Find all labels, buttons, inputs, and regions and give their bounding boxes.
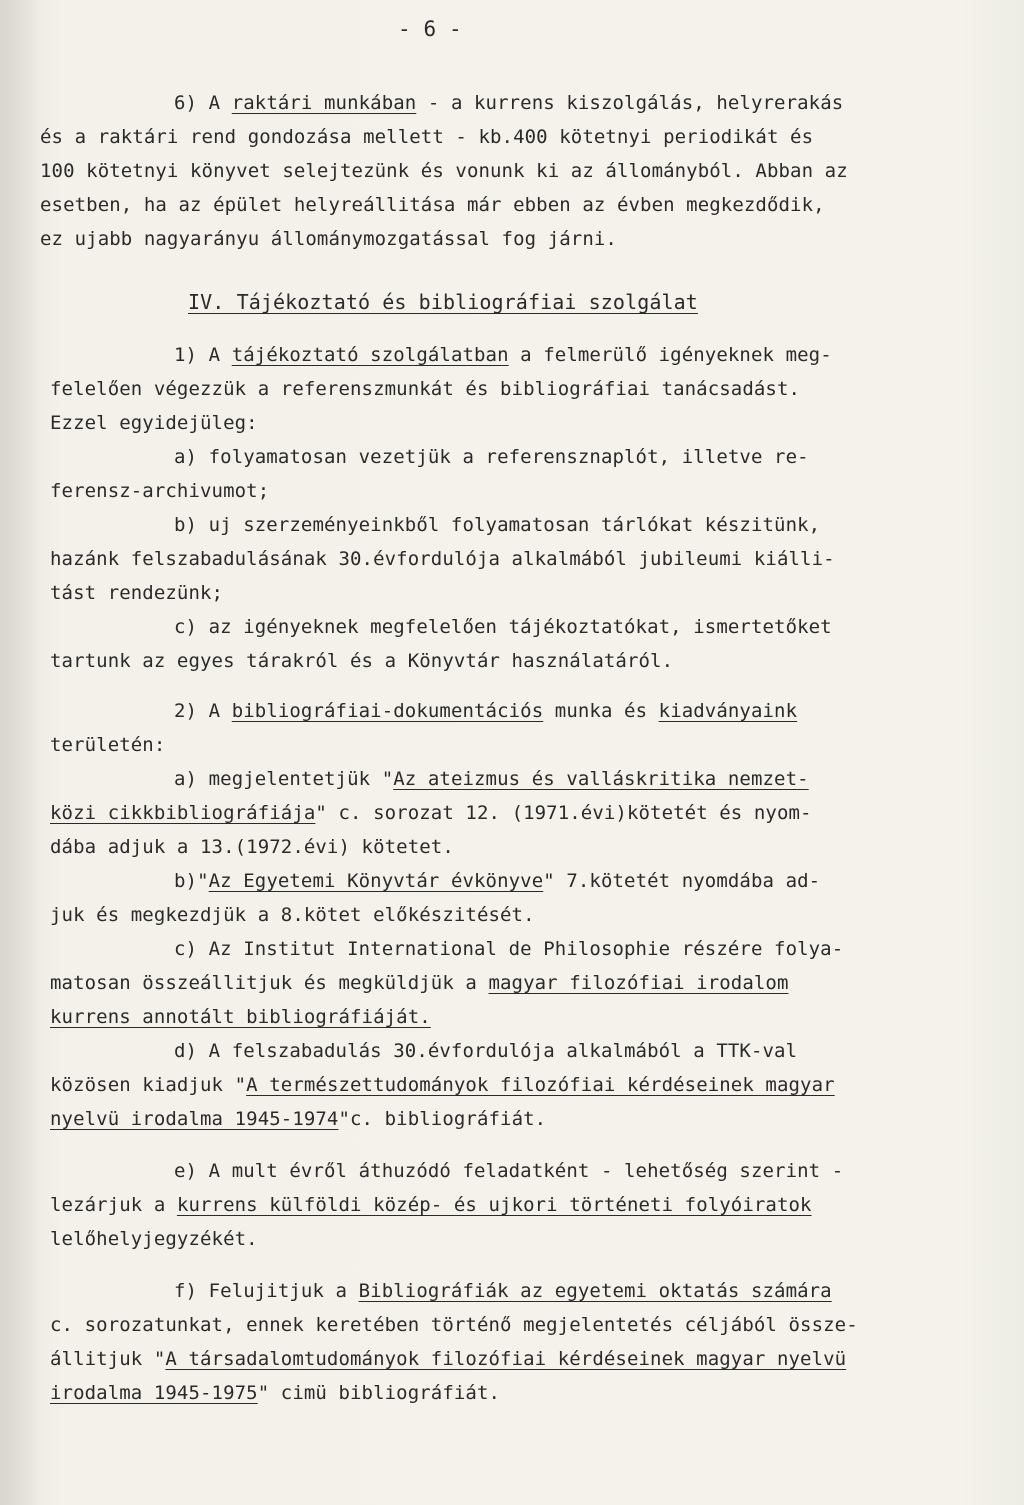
text-line: c) az igényeknek megfelelően tájékoztatókat, ismertetőket <box>174 616 832 638</box>
underlined-title: A természettudományok filozófiai kérdéseinek magyar <box>246 1074 835 1096</box>
underlined-title: nyelvü irodalma 1945-1974 <box>50 1108 339 1130</box>
text-line: állitjuk "A társadalomtudományok filozófiai kérdéseinek magyar nyelvü <box>50 1348 847 1370</box>
text-line: nyelvü irodalma 1945-1974"c. bibliográfiát. <box>50 1108 547 1130</box>
text-line: a) folyamatosan vezetjük a referensznaplót, illetve re- <box>174 446 809 468</box>
text-line: közi cikkbibliográfiája" c. sorozat 12. (1971.évi)kötetét és nyom- <box>50 802 812 824</box>
text-line: dába adjuk a 13.(1972.évi) kötetet. <box>50 836 454 858</box>
underlined-title: Az ateizmus és valláskritika nemzet- <box>393 768 809 790</box>
underlined-term: kiadványaink <box>658 700 798 722</box>
underlined-title: kurrens külföldi közép- és ujkori történeti folyóiratok <box>176 1194 812 1216</box>
text-line: 2) A bibliográfiai-dokumentációs munka és kiadványaink <box>174 700 798 722</box>
underlined-title: közi cikkbibliográfiája <box>50 802 316 824</box>
text-line: 6) A raktári munkában - a kurrens kiszolgálás, helyrerakás <box>174 92 844 114</box>
underlined-term: tájékoztató szolgálatban <box>231 344 509 366</box>
text-line: és a raktári rend gondozása mellett - kb.400 kötetnyi periodikát és <box>40 126 814 148</box>
text-line: közösen kiadjuk "A természettudományok filozófiai kérdéseinek magyar <box>50 1074 835 1096</box>
underlined-title: A társadalomtudományok filozófiai kérdéseinek magyar nyelvü <box>165 1348 847 1370</box>
text-line: juk és megkezdjük a 8.kötet előkészitését. <box>50 904 535 926</box>
text-line <box>0 1002 1024 1032</box>
text-line: b) uj szerzeményeinkből folyamatosan tárlókat készitünk, <box>174 514 821 536</box>
paragraph-number: 1) A <box>174 344 232 366</box>
underlined-title: Bibliográfiák az egyetemi oktatás számára <box>358 1280 832 1302</box>
text-line: irodalma 1945-1975" cimü bibliográfiát. <box>50 1382 501 1404</box>
text-line: matosan összeállitjuk és megküldjük a magyar filozófiai irodalom <box>50 972 789 994</box>
text-line: d) A felszabadulás 30.évfordulója alkalmából a TTK-val <box>174 1040 798 1062</box>
text-line: lezárjuk a kurrens külföldi közép- és ujkori történeti folyóiratok <box>50 1194 812 1216</box>
text-line: c) Az Institut International de Philosophie részére folya- <box>174 938 844 960</box>
paragraph-number: 6) A <box>174 92 232 114</box>
section-heading-text: IV. Tájékoztató és bibliográfiai szolgálat <box>188 290 698 314</box>
text-line: b)"Az Egyetemi Könyvtár évkönyve" 7.kötetét nyomdába ad- <box>174 870 821 892</box>
underlined-term: bibliográfiai-dokumentációs <box>231 700 544 722</box>
text-line: a) megjelentetjük "Az ateizmus és valláskritika nemzet- <box>174 768 809 790</box>
underlined-title: Az Egyetemi Könyvtár évkönyve <box>208 870 544 892</box>
text-line: tást rendezünk; <box>50 582 224 604</box>
page-number: - 6 - <box>398 17 462 41</box>
text-line: ferensz-archivumot; <box>50 480 270 502</box>
text-line: e) A mult évről áthuzódó feladatként - lehetőség szerint - <box>174 1160 844 1182</box>
section-heading <box>0 287 1024 317</box>
text-line: területén: <box>50 734 166 756</box>
text-line: felelően végezzük a referenszmunkát és bibliográfiai tanácsadást. <box>50 378 801 400</box>
text-line: Ezzel egyidejüleg: <box>50 412 258 434</box>
underlined-term: raktári munkában <box>231 92 417 114</box>
text-line: 1) A tájékoztató szolgálatban a felmerülő igényeknek meg- <box>174 344 832 366</box>
paragraph-number: 2) A <box>174 700 232 722</box>
text-line: c. sorozatunkat, ennek keretében történő megjelentetés céljából össze- <box>50 1314 858 1336</box>
underlined-title: irodalma 1945-1975 <box>50 1382 258 1404</box>
text-line: hazánk felszabadulásának 30.évfordulója alkalmából jubileumi kiálli- <box>50 548 835 570</box>
text-line: f) Felujitjuk a Bibliográfiák az egyetemi oktatás számára <box>174 1280 832 1302</box>
text-line: ez ujabb nagyarányu állománymozgatással fog járni. <box>40 228 617 250</box>
text-line: lelőhelyjegyzékét. <box>50 1228 258 1250</box>
underlined-title: magyar filozófiai irodalom <box>488 972 789 994</box>
page-number-line <box>0 14 1024 44</box>
underlined-title: kurrens annotált bibliográfiáját. <box>50 1006 431 1028</box>
text-line: 100 kötetnyi könyvet selejtezünk és vonunk ki az állományból. Abban az <box>40 160 848 182</box>
text-line: esetben, ha az épület helyreállitása már ebben az évben megkezdődik, <box>40 194 825 216</box>
text-line: tartunk az egyes tárakról és a Könyvtár használatáról. <box>50 650 674 672</box>
